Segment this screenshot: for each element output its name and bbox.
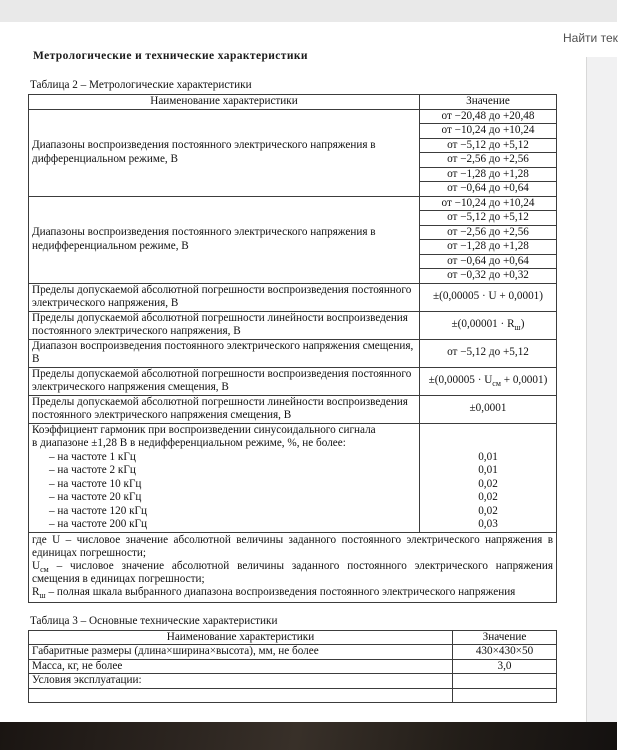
table-row — [29, 674, 557, 689]
range-value: от −1,28 до +1,28 — [420, 167, 557, 182]
col-header-value: Значение — [453, 630, 557, 645]
harmonics-value: 0,01 — [478, 450, 498, 463]
row-name-harmonics: Коэффициент гармоник при воспроизведении синусоидального сигнала в диапазоне ±1,28 В в недифференциальном режиме, %, не более: – на частоте 1 кГц – на частоте 2 кГц – на частоте 10 кГц – на частоте 20 кГц – на частоте 120 кГц – на частоте 200 кГц — [29, 423, 420, 532]
table-row — [29, 423, 557, 532]
row-name-dimensions: Габаритные размеры (длина×ширина×высота), мм, не более — [29, 645, 453, 660]
offset-range-value: от −5,12 до +5,12 — [420, 339, 557, 367]
table3-caption: Таблица 3 – Основные технические характеристики — [30, 614, 278, 627]
table2-caption: Таблица 2 – Метрологические характеристики — [30, 79, 252, 91]
table-technical — [28, 630, 557, 704]
row-name-offset-linearity-error: Пределы допускаемой абсолютной погрешности линейности воспроизведения постоянного электрического напряжения смещения, В — [29, 395, 420, 423]
harmonics-item: – на частоте 120 кГц — [49, 504, 148, 517]
harmonics-item: – на частоте 1 кГц — [49, 450, 136, 463]
find-text-button[interactable]: Найти тек — [563, 31, 618, 45]
harmonics-item: – на частоте 200 кГц — [49, 518, 148, 530]
harmonics-value: 0,02 — [478, 504, 498, 517]
col-header-value: Значение — [420, 95, 557, 110]
bottom-dark-bar — [0, 722, 617, 750]
range-value: от −10,24 до +10,24 — [420, 196, 557, 211]
footnote-rsh: $R_ш$ – полная шкала выбранного диапазона воспроизведения постоянного электрического напряжения — [32, 586, 516, 601]
table-row — [29, 688, 557, 703]
offset-error-value: $\pm(0,00005 \cdot U_{см} + 0,0001)$ — [420, 367, 557, 395]
row-name-nondiff-ranges: Диапазоны воспроизведения постоянного электрического напряжения в недифференциальном режиме, В — [29, 196, 420, 283]
table-row — [29, 659, 557, 674]
range-value: от −5,12 до +5,12 — [420, 138, 557, 153]
range-value: от −0,64 до +0,64 — [420, 254, 557, 269]
table-row — [29, 109, 557, 124]
operating-conditions-value — [453, 674, 557, 689]
scrollbar-track[interactable] — [586, 57, 617, 750]
harmonics-item: – на частоте 20 кГц — [49, 491, 142, 503]
row-partial — [29, 688, 453, 703]
row-name-offset-range: Диапазон воспроизведения постоянного электрического напряжения смещения, В — [29, 339, 420, 367]
range-value: от −0,32 до +0,32 — [420, 269, 557, 284]
range-value: от −2,56 до +2,56 — [420, 153, 557, 168]
table-metrological — [28, 94, 557, 603]
dimensions-value: 430×430×50 — [453, 645, 557, 660]
range-value: от −20,48 до +20,48 — [420, 109, 557, 124]
range-value: от −5,12 до +5,12 — [420, 211, 557, 226]
range-value: от −10,24 до +10,24 — [420, 124, 557, 139]
harmonics-value: 0,02 — [478, 477, 498, 490]
table-footnote — [29, 532, 557, 602]
document-page — [0, 50, 586, 750]
window-top-strip — [0, 0, 617, 22]
col-header-name: Наименование характеристики — [29, 95, 420, 110]
linearity-error-value: $\pm(0,00001 \cdot R_ш)$ — [420, 311, 557, 339]
row-name-linearity-error: Пределы допускаемой абсолютной погрешности линейности воспроизведения постоянного электрического напряжения, В — [29, 311, 420, 339]
table-row — [29, 339, 557, 367]
table-row — [29, 367, 557, 395]
footnote-usm: $U_{см}$ – числовое значение абсолютной величины заданного постоянного электрического напряжения смещения в единицах погрешности; — [32, 559, 553, 586]
range-value: от −1,28 до +1,28 — [420, 240, 557, 255]
footnote-u: где U – числовое значение абсолютной величины заданного постоянного электрического напряжения в единицах погрешности; — [32, 533, 553, 559]
table-row — [29, 311, 557, 339]
harmonics-item: – на частоте 10 кГц — [49, 477, 142, 490]
document-viewer — [0, 50, 617, 750]
harmonics-values — [420, 423, 557, 532]
row-name-operating-conditions: Условия эксплуатации: — [29, 674, 453, 689]
table-row — [29, 283, 557, 311]
harmonics-value: 0,03 — [478, 518, 498, 530]
table-header-row — [29, 630, 557, 645]
harmonics-item: – на частоте 2 кГц — [49, 464, 136, 476]
row-name-diff-ranges: Диапазоны воспроизведения постоянного электрического напряжения в дифференциальном режиме, В — [29, 109, 420, 196]
row-name-abs-error: Пределы допускаемой абсолютной погрешности воспроизведения постоянного электрического напряжения, В — [29, 283, 420, 311]
col-header-name: Наименование характеристики — [29, 630, 453, 645]
harmonics-value: 0,02 — [478, 491, 498, 503]
table-row — [29, 196, 557, 211]
table-header-row — [29, 95, 557, 110]
table-row — [29, 645, 557, 660]
section-heading-clipped: Метрологические и технические характеристики — [33, 50, 308, 62]
mass-value: 3,0 — [453, 659, 557, 674]
range-value: от −2,56 до +2,56 — [420, 225, 557, 240]
harmonics-value: 0,01 — [478, 464, 498, 476]
table-footnote-row — [29, 532, 557, 602]
table-row — [29, 395, 557, 423]
row-name-offset-error: Пределы допускаемой абсолютной погрешности воспроизведения постоянного электрического напряжения смещения, В — [29, 367, 420, 395]
page-content — [28, 79, 557, 703]
range-value: от −0,64 до +0,64 — [420, 182, 557, 197]
offset-linearity-error-value: ±0,0001 — [420, 395, 557, 423]
row-name-mass: Масса, кг, не более — [29, 659, 453, 674]
abs-error-value: ±(0,00005 · U + 0,0001) — [420, 283, 557, 311]
